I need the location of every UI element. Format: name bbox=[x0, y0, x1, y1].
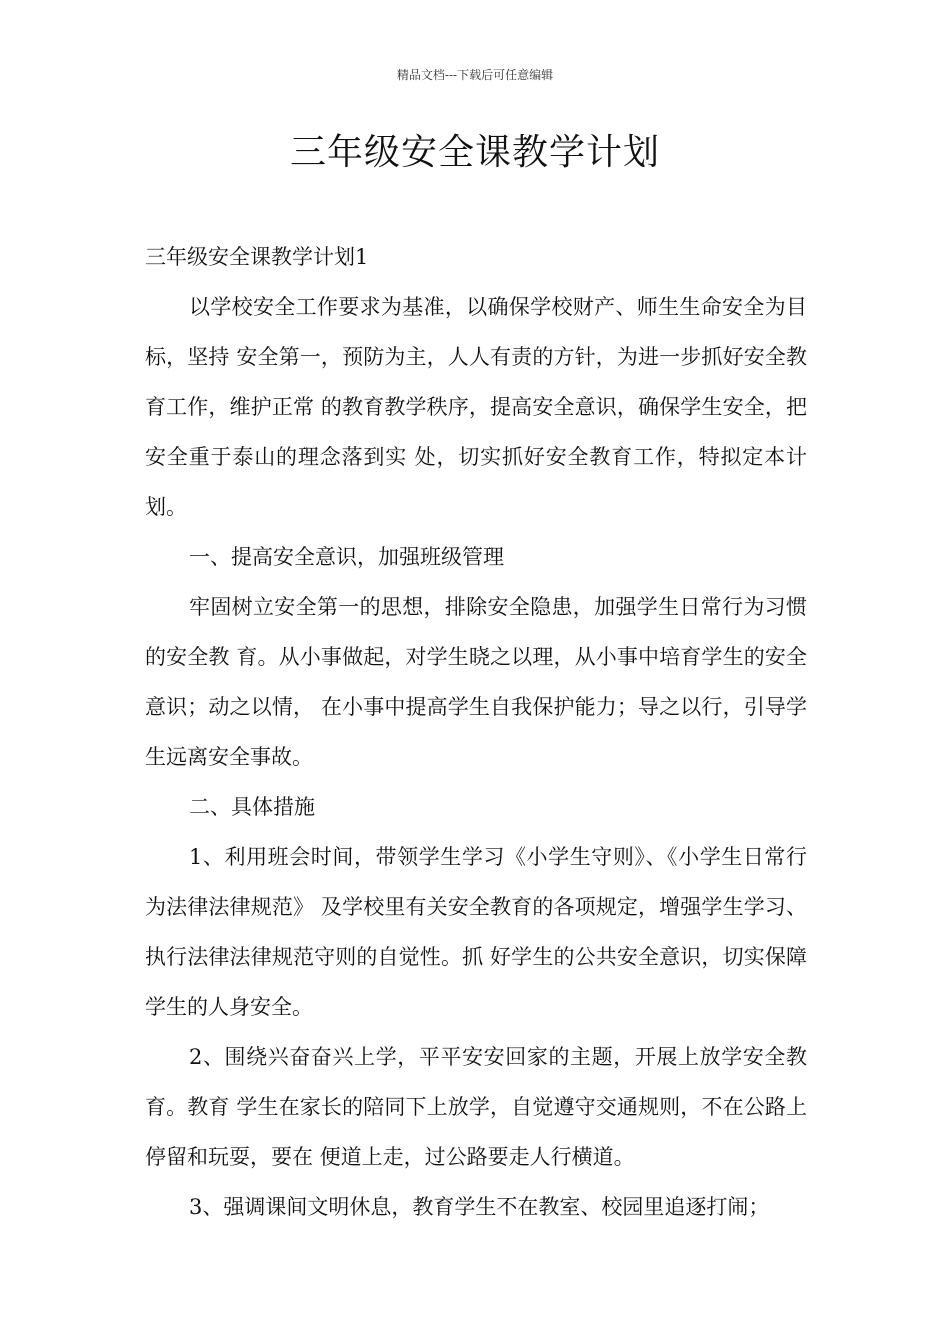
measure-item-1: 1、利用班会时间，带领学生学习《小学生守则》、《小学生日常行为法律法律规范》 及学校里有关安全教育的各项规定，增强学生学习、执行法律法律规范守则的自觉性。抓 好学生的公共安全意识，切实保障学生的人身安全。 bbox=[145, 845, 807, 1019]
section-heading-2: 二、具体措施 bbox=[189, 795, 315, 819]
paragraph-intro: 以学校安全工作要求为基准，以确保学校财产、师生生命安全为目标，坚持 安全第一，预防为主，人人有责的方针，为进一步抓好安全教育工作，维护正常 的教育教学秩序，提高安全意识，确保学生安全，把安全重于泰山的理念落到实 处，切实抓好安全教育工作，特拟定本计划。 bbox=[145, 295, 807, 519]
document-title: 三年级安全课教学计划 bbox=[289, 132, 660, 173]
measure-item-3: 3、强调课间文明休息，教育学生不在教室、校园里追逐打闹； bbox=[189, 1195, 770, 1219]
paragraph-awareness: 牢固树立安全第一的思想，排除安全隐患，加强学生日常行为习惯的安全教 育。从小事做起，对学生晓之以理，从小事中培育学生的安全意识；动之以情， 在小事中提高学生自我保护能力；导之以行，引导学生远离安全事故。 bbox=[145, 595, 807, 769]
header-note: 精品文档---下载后可任意编辑 bbox=[396, 68, 554, 82]
measure-item-2: 2、围绕兴奋奋兴上学，平平安安回家的主题，开展上放学安全教育。教育 学生在家长的陪同下上放学，自觉遵守交通规则，不在公路上停留和玩耍，要在 便道上走，过公路要走人行横道。 bbox=[145, 1045, 807, 1169]
section-heading-1: 一、提高安全意识，加强班级管理 bbox=[189, 545, 504, 569]
section-label: 三年级安全课教学计划1 bbox=[145, 245, 369, 269]
document-body bbox=[145, 232, 807, 1232]
